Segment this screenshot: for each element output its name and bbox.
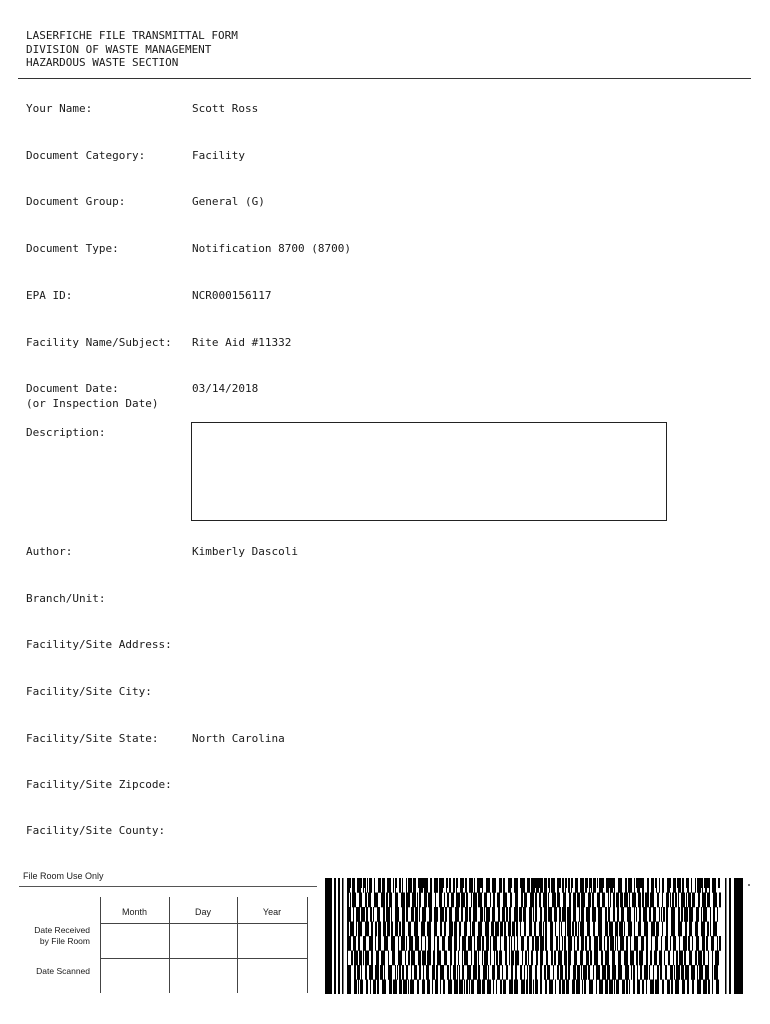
field-value: Rite Aid #11332	[192, 336, 292, 349]
field-value: Scott Ross	[192, 102, 259, 115]
field-label: Description:	[26, 426, 106, 439]
section-name: HAZARDOUS WASTE SECTION	[26, 56, 179, 69]
file-room-title: File Room Use Only	[23, 871, 104, 881]
field-your-name	[26, 101, 746, 117]
field-label: Document Category:	[26, 149, 146, 162]
field-value: NCR000156117	[192, 289, 272, 302]
field-author	[26, 544, 746, 560]
column-header-year: Year	[262, 907, 282, 917]
field-value: Notification 8700 (8700)	[192, 242, 351, 255]
field-document-date	[26, 381, 746, 397]
table-gridline	[100, 923, 308, 924]
division-name: DIVISION OF WASTE MANAGEMENT	[26, 42, 212, 56]
column-header-day: Day	[194, 907, 211, 917]
pdf417-barcode	[325, 878, 743, 994]
field-value: General (G)	[192, 195, 265, 208]
field-label: Facility Name/Subject:	[26, 336, 172, 349]
row-label-date-scanned: Date Scanned	[36, 966, 90, 976]
barcode-mark	[748, 884, 750, 886]
form-title: LASERFICHE FILE TRANSMITTAL FORM	[26, 29, 238, 42]
field-label: Branch/Unit:	[26, 592, 106, 605]
form-header	[26, 29, 238, 70]
table-gridline	[100, 958, 308, 959]
field-value: Kimberly Dascoli	[192, 545, 298, 558]
table-gridline	[307, 897, 308, 993]
field-site-city	[26, 684, 746, 700]
field-branch-unit	[26, 591, 746, 607]
field-label: Facility/Site Zipcode:	[26, 778, 172, 791]
field-epa-id	[26, 288, 746, 304]
field-label: Facility/Site Address:	[26, 638, 172, 651]
field-site-zipcode	[26, 777, 746, 793]
field-sublabel: (or Inspection Date)	[26, 397, 159, 410]
file-room-divider	[19, 886, 317, 887]
field-label: EPA ID:	[26, 289, 73, 302]
field-document-date-sublabel	[26, 396, 746, 412]
field-label: Document Type:	[26, 242, 119, 255]
field-site-address	[26, 637, 746, 653]
field-document-group	[26, 194, 746, 210]
field-site-county	[26, 823, 746, 839]
field-label: Facility/Site State:	[26, 732, 159, 745]
field-label: Facility/Site County:	[26, 824, 166, 837]
field-value: North Carolina	[192, 732, 285, 745]
field-label: Author:	[26, 545, 73, 558]
row-label-date-received: Date Received by File Room	[34, 925, 90, 946]
field-label: Document Date:	[26, 382, 119, 395]
field-site-state	[26, 731, 746, 747]
field-document-category	[26, 148, 746, 164]
column-header-month: Month	[121, 907, 147, 917]
field-facility-name	[26, 335, 746, 351]
field-document-type	[26, 241, 746, 257]
description-box[interactable]	[191, 422, 667, 521]
header-divider	[18, 78, 751, 79]
file-room-table	[19, 897, 308, 993]
field-value: Facility	[192, 149, 245, 162]
field-label: Facility/Site City:	[26, 685, 152, 698]
field-label: Your Name:	[26, 102, 93, 115]
field-label: Document Group:	[26, 195, 126, 208]
field-value: 03/14/2018	[192, 382, 259, 395]
